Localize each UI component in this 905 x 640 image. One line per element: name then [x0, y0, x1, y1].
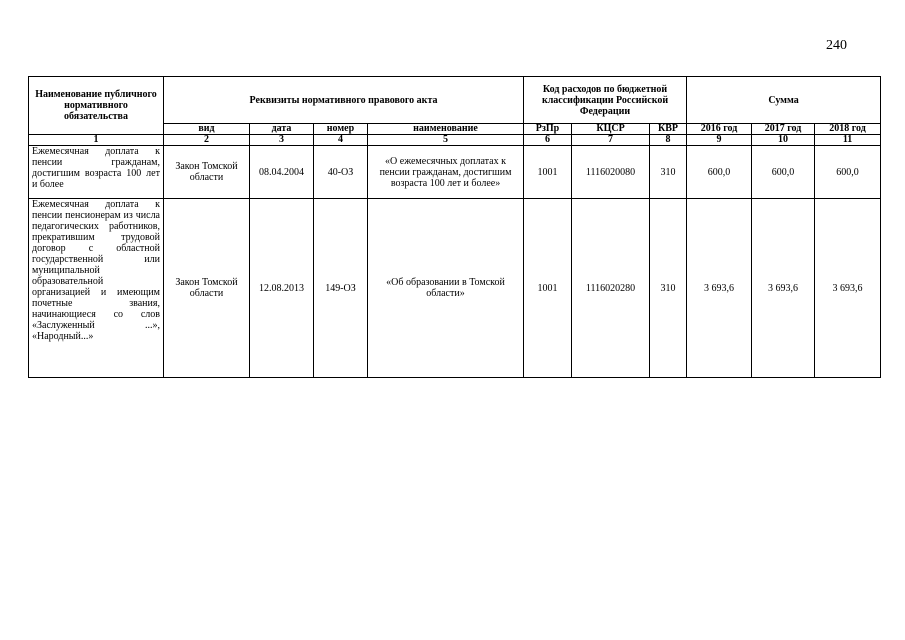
- act-name-cell: «Об образовании в Томской области»: [368, 199, 524, 378]
- act-type-cell: Закон Томской области: [164, 146, 250, 199]
- obligation-cell: Ежемесячная доплата к пенсии гражданам, достигшим возраста 100 лет и более: [29, 146, 164, 199]
- act-type-cell: Закон Томской области: [164, 199, 250, 378]
- column-number: 4: [314, 135, 368, 146]
- table-row: [29, 199, 881, 378]
- rzpr-cell: 1001: [524, 199, 572, 378]
- obligation-cell: Ежемесячная доплата к пенсии пенсионерам из числа педагогических работников, прекратившим трудовой договор с областной государственной или муниципальной образовательной организацией и имеющим почетные звания, начинающиеся со слов «Заслуженный ...», «Народный...»: [29, 199, 164, 378]
- rzpr-cell: 1001: [524, 146, 572, 199]
- header-obligation: Наименование публичного нормативного обязательства: [29, 77, 164, 135]
- act-name-cell: «О ежемесячных доплатах к пенсии гражданам, достигшим возраста 100 лет и более»: [368, 146, 524, 199]
- header-kcsr: КЦСР: [572, 124, 650, 135]
- header-2016: 2016 год: [687, 124, 752, 135]
- act-number-cell: 149-ОЗ: [314, 199, 368, 378]
- sum-2016-cell: 600,0: [687, 146, 752, 199]
- header-date: дата: [250, 124, 314, 135]
- table-row: [29, 146, 881, 199]
- page-number: 240: [826, 38, 847, 53]
- header-budget-code: Код расходов по бюджетной классификации Российской Федерации: [524, 77, 687, 124]
- header-name: наименование: [368, 124, 524, 135]
- header-requisites: Реквизиты нормативного правового акта: [164, 77, 524, 124]
- column-number: 2: [164, 135, 250, 146]
- column-number: 5: [368, 135, 524, 146]
- header-2017: 2017 год: [752, 124, 815, 135]
- budget-table: [28, 76, 881, 378]
- header-rzpr: РзПр: [524, 124, 572, 135]
- sum-2018-cell: 600,0: [815, 146, 881, 199]
- sum-2018-cell: 3 693,6: [815, 199, 881, 378]
- kcsr-cell: 1116020080: [572, 146, 650, 199]
- header-sum: Сумма: [687, 77, 881, 124]
- header-kvr: КВР: [650, 124, 687, 135]
- act-number-cell: 40-ОЗ: [314, 146, 368, 199]
- column-number: 1: [29, 135, 164, 146]
- header-number: номер: [314, 124, 368, 135]
- column-number: 9: [687, 135, 752, 146]
- kcsr-cell: 1116020280: [572, 199, 650, 378]
- column-number: 3: [250, 135, 314, 146]
- column-number: 6: [524, 135, 572, 146]
- column-number: 10: [752, 135, 815, 146]
- act-date-cell: 12.08.2013: [250, 199, 314, 378]
- column-number: 11: [815, 135, 881, 146]
- header-2018: 2018 год: [815, 124, 881, 135]
- sum-2017-cell: 600,0: [752, 146, 815, 199]
- column-number: 8: [650, 135, 687, 146]
- act-date-cell: 08.04.2004: [250, 146, 314, 199]
- kvr-cell: 310: [650, 199, 687, 378]
- sum-2016-cell: 3 693,6: [687, 199, 752, 378]
- header-vid: вид: [164, 124, 250, 135]
- kvr-cell: 310: [650, 146, 687, 199]
- column-number-row: [29, 135, 881, 146]
- column-number: 7: [572, 135, 650, 146]
- sum-2017-cell: 3 693,6: [752, 199, 815, 378]
